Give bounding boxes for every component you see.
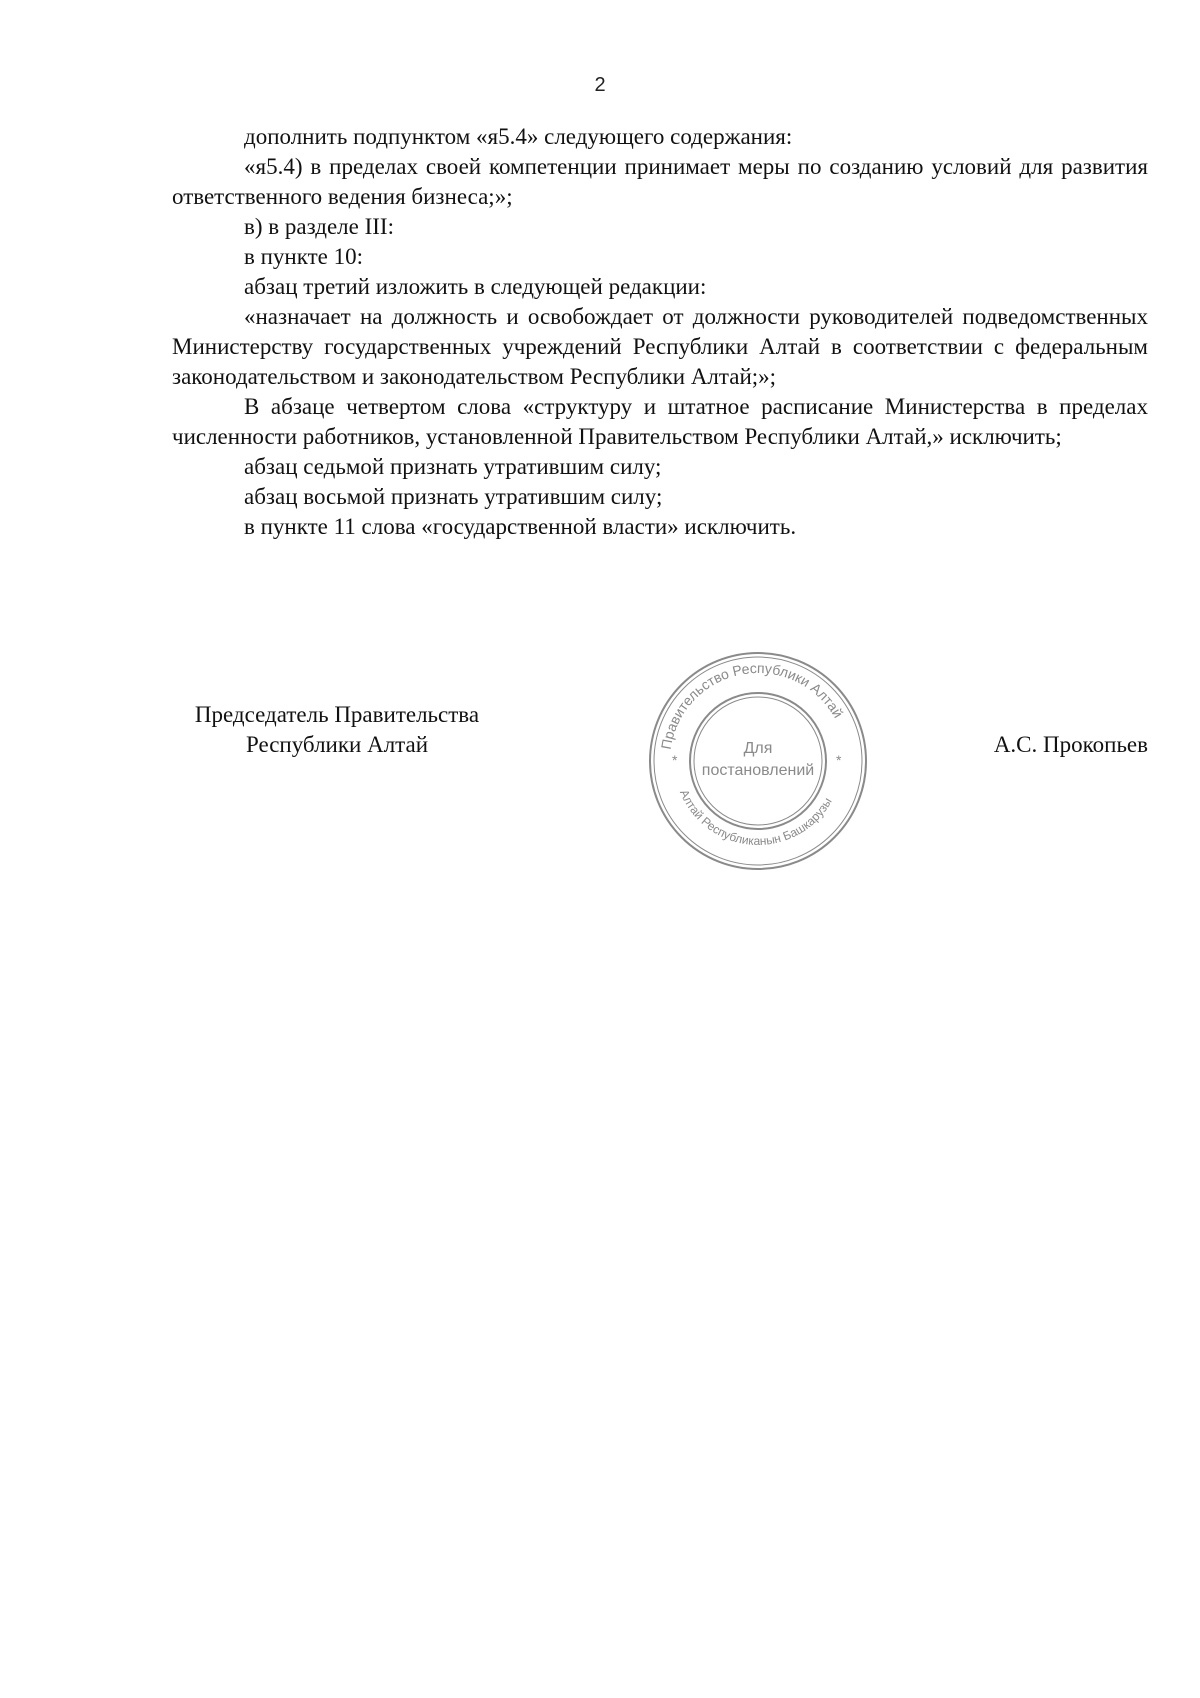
- page-number: 2: [594, 74, 606, 96]
- signer-name: А.С. Прокопьев: [993, 732, 1148, 757]
- paragraph-3: в) в разделе III:: [244, 214, 394, 239]
- paragraph-5: абзац третий изложить в следующей редакции:: [244, 274, 707, 299]
- seal-graphic: [642, 645, 874, 877]
- paragraph-10: в пункте 11 слова «государственной власти» исключить.: [244, 514, 797, 539]
- seal-center-line-1: Для: [743, 740, 773, 757]
- seal-outer-text: Правительство Республики Алтай: [657, 659, 847, 751]
- paragraph-9: абзац восьмой признать утратившим силу;: [244, 484, 663, 509]
- signer-title-line-2: Республики Алтай: [245, 732, 429, 757]
- seal-outer-ring-inner: [654, 657, 862, 865]
- paragraph-7: В абзаце четвертом слова «структуру и штатное расписание Министерства в пределах численности работников, установленной Правительством Республики Алтай,» исключить;: [172, 394, 1148, 449]
- document-body: [172, 122, 1148, 542]
- signer-title-line-1: Председатель Правительства: [194, 702, 480, 727]
- seal-star-left-icon: *: [672, 752, 678, 768]
- paragraph-1: дополнить подпунктом «я5.4» следующего содержания:: [244, 124, 793, 149]
- paragraph-6: «назначает на должность и освобождает от должности руководителей подведомственных Министерству государственных учреждений Республики Алтай в соответствии с федеральным законодательством и законодательством Республики Алтай;»;: [172, 304, 1148, 389]
- seal-star-right-icon: *: [836, 752, 842, 768]
- seal-center-line-2: постановлений: [701, 762, 815, 779]
- official-seal: [642, 645, 874, 877]
- seal-inner-ring-inner: [694, 697, 822, 825]
- signer-title: [172, 700, 502, 760]
- paragraph-2: «я5.4) в пределах своей компетенции принимает меры по созданию условий для развития ответственного ведения бизнеса;»;: [172, 154, 1148, 209]
- seal-inner-text: Алтай Республиканын Башкарузы: [677, 787, 835, 849]
- paragraph-4: в пункте 10:: [244, 244, 363, 269]
- seal-inner-ring: [690, 693, 826, 829]
- paragraph-8: абзац седьмой признать утратившим силу;: [244, 454, 662, 479]
